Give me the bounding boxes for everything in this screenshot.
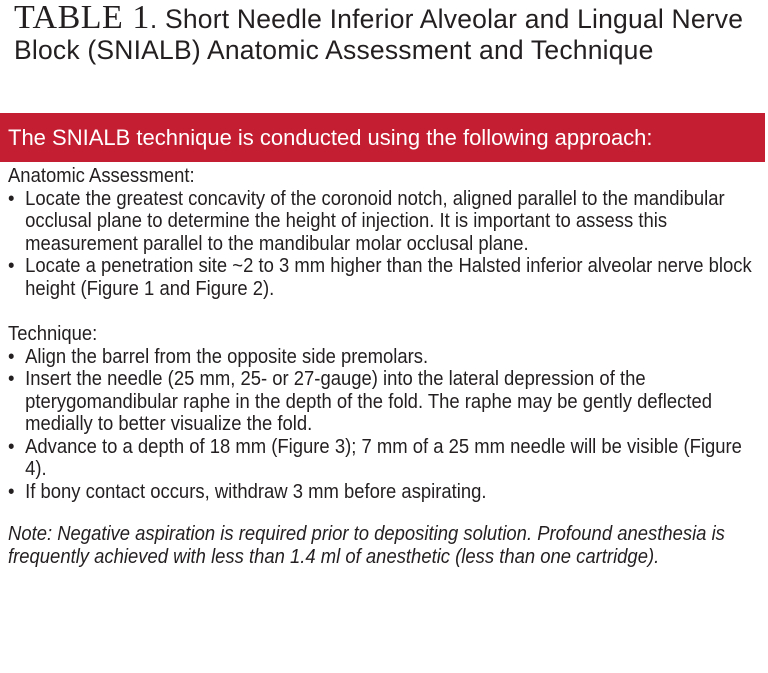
bullet-icon: • <box>8 434 15 458</box>
bullet-icon: • <box>8 479 15 503</box>
banner-text: The SNIALB technique is conducted using the following approach: <box>8 125 653 150</box>
list-item <box>8 346 762 369</box>
table-body <box>8 165 762 589</box>
table-label-period: . <box>149 4 158 34</box>
table-note: Note: Negative aspiration is required prior to depositing solution. Profound anesthesia is frequently achieved with less than 1.4 ml of anesthetic (less than one cartridge). <box>8 522 725 568</box>
list-item <box>8 368 762 436</box>
list-item-text: If bony contact occurs, withdraw 3 mm before aspirating. <box>25 479 487 503</box>
table-label: TABLE 1 <box>14 0 150 36</box>
section-heading: Technique: <box>8 322 98 345</box>
list-item <box>8 436 762 481</box>
list-item-text: Advance to a depth of 18 mm (Figure 3); 7 mm of a 25 mm needle will be visible (Figure 4). <box>25 434 742 480</box>
bullet-icon: • <box>8 367 15 390</box>
table-header-banner <box>0 113 765 162</box>
table-title <box>14 2 764 66</box>
section-technique <box>8 323 762 503</box>
bullet-icon: • <box>8 186 15 210</box>
bullet-icon: • <box>8 254 15 277</box>
bullet-list <box>8 188 762 301</box>
list-item <box>8 481 762 504</box>
section-spacer <box>8 300 762 323</box>
list-item <box>8 188 762 256</box>
list-item-text: Align the barrel from the opposite side premolars. <box>25 344 429 368</box>
list-item-text: Insert the needle (25 mm, 25- or 27-gauge) into the lateral depression of the pterygomandibular raphe in the depth of the fold. The raphe may be gently deflected medially to better visualize the fold. <box>25 367 712 435</box>
bullet-icon: • <box>8 344 15 368</box>
section-heading: Anatomic Assessment: <box>8 164 195 187</box>
list-item-text: Locate a penetration site ~2 to 3 mm higher than the Halsted inferior alveolar nerve block height (Figure 1 and Figure 2). <box>25 254 752 300</box>
table-title-text: Short Needle Inferior Alveolar and Lingual Nerve Block (SNIALB) Anatomic Assessment and Technique <box>14 4 744 65</box>
section-anatomic-assessment <box>8 165 762 300</box>
list-item-text: Locate the greatest concavity of the coronoid notch, aligned parallel to the mandibular occlusal plane to determine the height of injection. It is important to assess this measurement parallel to the mandibular molar occlusal plane. <box>25 186 725 255</box>
bullet-list <box>8 346 762 504</box>
list-item <box>8 255 762 300</box>
